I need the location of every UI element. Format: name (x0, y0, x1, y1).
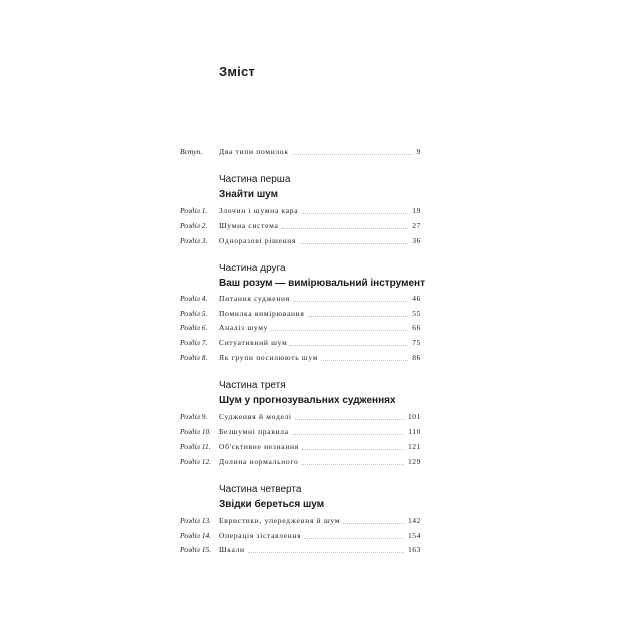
page-title: Зміст (219, 64, 255, 79)
toc-entry-chapter (180, 455, 421, 467)
chapter-label: Розділ 14. (180, 531, 212, 540)
chapter-page-number: 142 (407, 516, 421, 525)
toc-entry-chapter (180, 529, 421, 541)
chapter-label: Розділ 10. (180, 427, 212, 436)
chapter-label: Розділ 12. (180, 457, 212, 466)
dot-leader (302, 449, 404, 450)
chapter-title: Ситуативний шум (219, 338, 288, 347)
dot-leader (304, 538, 404, 539)
chapter-title: Операція зіставлення (219, 531, 302, 540)
dot-leader (299, 243, 408, 244)
toc-entry-chapter (180, 410, 421, 422)
toc-entry-chapter (180, 219, 421, 231)
dot-leader (290, 345, 408, 346)
chapter-label: Розділ 3. (180, 236, 208, 245)
chapter-page-number: 86 (412, 353, 421, 362)
dot-leader (321, 360, 408, 361)
chapter-page-number: 121 (407, 442, 421, 451)
chapter-page-number: 55 (412, 309, 421, 318)
toc-entry-chapter (180, 440, 421, 452)
chapter-title: Аналіз шуму (219, 323, 269, 332)
chapter-label: Розділ 5. (180, 309, 208, 318)
chapter-title: Як групи посилюють шум (219, 353, 319, 362)
chapter-label: Розділ 7. (180, 338, 208, 347)
chapter-title: Злочин і шумна кара (219, 206, 299, 215)
entry-title: Два типи помилок (219, 147, 289, 156)
part-label: Частина друга (219, 263, 286, 274)
chapter-label: Розділ 4. (180, 294, 208, 303)
chapter-page-number: 19 (412, 206, 421, 215)
chapter-page-number: 27 (412, 221, 421, 230)
toc-entry-chapter (180, 543, 421, 555)
dot-leader (271, 330, 408, 331)
chapter-title: Евристики, упередження й шум (219, 516, 341, 525)
part-label: Частина третя (219, 380, 286, 391)
chapter-title: Помилка вимірювання (219, 309, 305, 318)
part-title: Ваш розум — вимірювальний інструмент (219, 278, 425, 289)
chapter-label: Розділ 8. (180, 353, 208, 362)
toc-entry-chapter (180, 514, 421, 526)
chapter-title: Одноразові рішення (219, 236, 297, 245)
toc-entry-chapter (180, 292, 421, 304)
dot-leader (301, 213, 408, 214)
part-label: Частина четверта (219, 484, 302, 495)
dot-leader (282, 228, 409, 229)
chapter-title: Шумна система (219, 221, 279, 230)
chapter-title: Долина нормального (219, 457, 299, 466)
chapter-label: Розділ 13. (180, 516, 212, 525)
dot-leader (308, 316, 409, 317)
dot-leader (292, 434, 404, 435)
chapter-page-number: 163 (407, 545, 421, 554)
toc-entry-chapter (180, 234, 421, 246)
toc-entry-chapter (180, 307, 421, 319)
chapter-label: Розділ 6. (180, 323, 208, 332)
part-label: Частина перша (219, 174, 291, 185)
chapter-title: Питання судження (219, 294, 290, 303)
toc-entry-intro (180, 145, 421, 157)
chapter-label: Розділ 11. (180, 442, 211, 451)
chapter-title: Шкали (219, 545, 245, 554)
toc-entry-chapter (180, 425, 421, 437)
chapter-page-number: 75 (412, 338, 421, 347)
chapter-page-number: 154 (407, 531, 421, 540)
part-title: Шум у прогнозувальних судженнях (219, 395, 396, 406)
chapter-label: Розділ 15. (180, 545, 212, 554)
dot-leader (301, 464, 404, 465)
dot-leader (293, 301, 408, 302)
chapter-label: Розділ 1. (180, 206, 208, 215)
part-title: Звідки береться шум (219, 499, 325, 510)
chapter-title: Об'єктивне незнання (219, 442, 299, 451)
dot-leader (295, 419, 404, 420)
chapter-page-number: 101 (407, 412, 421, 421)
chapter-page-number: 46 (412, 294, 421, 303)
chapter-page-number: 66 (412, 323, 421, 332)
entry-page-number: 9 (416, 147, 421, 156)
chapter-title: Судження й моделі (219, 412, 292, 421)
dot-leader (292, 154, 413, 155)
toc-entry-chapter (180, 204, 421, 216)
dot-leader (343, 523, 404, 524)
toc-entry-chapter (180, 336, 421, 348)
part-title: Знайти шум (219, 189, 278, 200)
entry-label: Вступ. (180, 147, 203, 156)
chapter-page-number: 36 (412, 236, 421, 245)
toc-entry-chapter (180, 321, 421, 333)
toc-entry-chapter (180, 351, 421, 363)
chapter-page-number: 129 (407, 457, 421, 466)
chapter-title: Безшумні правила (219, 427, 289, 436)
dot-leader (248, 552, 404, 553)
chapter-label: Розділ 2. (180, 221, 208, 230)
chapter-page-number: 110 (408, 427, 421, 436)
chapter-label: Розділ 9. (180, 412, 208, 421)
